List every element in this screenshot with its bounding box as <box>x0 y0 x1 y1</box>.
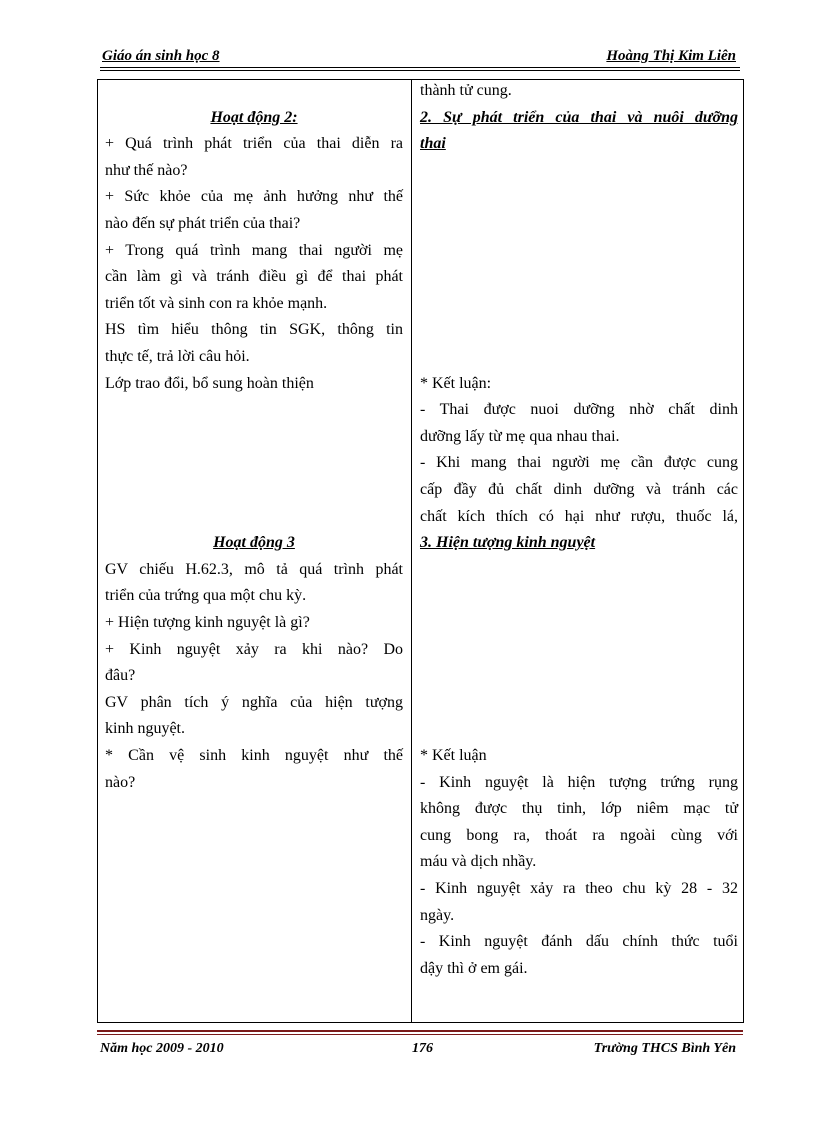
right-text-line: cấp đầy đủ chất dinh dưỡng và tránh các <box>420 481 738 498</box>
right-text-line: - Kinh nguyệt đánh dấu chính thức tuổi <box>420 933 738 951</box>
left-text-line: GV phân tích ý nghĩa của hiện tượng <box>105 693 403 711</box>
header-rule-thin <box>100 70 740 71</box>
right-text-line: cung bong ra, thoát ra ngoài cùng với <box>420 826 738 844</box>
left-text-line: như thế nào? <box>105 161 188 179</box>
right-text-line: dưỡng lấy từ mẹ qua nhau thai. <box>420 427 620 445</box>
left-text-line: kinh nguyệt. <box>105 720 185 738</box>
lesson-table <box>97 79 744 1023</box>
footer-school: Trường THCS Bình Yên <box>593 1041 736 1056</box>
right-section-heading: thai <box>420 135 446 153</box>
page-number: 176 <box>412 1041 433 1056</box>
right-section-heading: 3. Hiện tượng kinh nguyệt <box>420 534 596 552</box>
left-text-line: + Kinh nguyệt xảy ra khi nào? Do <box>105 640 403 658</box>
left-text-line: nào? <box>105 773 136 791</box>
right-text-line: ngày. <box>420 906 455 924</box>
left-text-line: + Trong quá trình mang thai người mẹ <box>105 241 403 259</box>
left-section-heading: Hoạt động 2: <box>210 108 298 126</box>
right-text-line: máu và dịch nhầy. <box>420 853 537 871</box>
right-text-line: - Kinh nguyệt xảy ra theo chu kỳ 28 - 32 <box>420 880 738 897</box>
footer-school-year: Năm học 2009 - 2010 <box>100 1041 224 1056</box>
header-subject: Giáo án sinh học 8 <box>102 48 220 64</box>
column-divider <box>411 80 412 1022</box>
header-author: Hoàng Thị Kim Liên <box>606 48 736 64</box>
footer-rule <box>97 1030 743 1032</box>
right-text-line: - Khi mang thai người mẹ cần được cung <box>420 454 738 472</box>
left-text-line: + Hiện tượng kinh nguyệt là gì? <box>105 614 310 631</box>
left-text-line: triển của trứng qua một chu kỳ. <box>105 587 307 605</box>
left-text-line: Lớp trao đổi, bổ sung hoàn thiện <box>105 374 314 392</box>
header-rule <box>100 67 740 68</box>
left-text-line: + Quá trình phát triển của thai diễn ra <box>105 135 403 153</box>
right-text-line: - Kinh nguyệt là hiện tượng trứng rụng <box>420 773 738 791</box>
left-text-line: thực tế, trả lời câu hỏi. <box>105 348 250 365</box>
left-text-line: nào đến sự phát triển của thai? <box>105 215 301 232</box>
right-text-line: chất kích thích có hại như rượu, thuốc lá, <box>420 507 738 525</box>
right-text-line: * Kết luận: <box>420 374 492 392</box>
left-text-line: HS tìm hiểu thông tin SGK, thông tin <box>105 321 403 339</box>
right-section-heading: 2. Sự phát triển của thai và nuôi dưỡng <box>420 108 738 126</box>
page-header <box>100 46 740 70</box>
right-text-line: - Thai được nuoi dưỡng nhờ chất dinh <box>420 401 738 419</box>
left-text-line: đâu? <box>105 667 136 685</box>
left-text-line: * Cần vệ sinh kinh nguyệt như thế <box>105 747 403 764</box>
right-text-line: dậy thì ở em gái. <box>420 959 528 977</box>
footer-rule-thin <box>97 1034 743 1035</box>
left-text-line: + Sức khỏe của mẹ ảnh hưởng như thế <box>105 188 403 206</box>
right-text-line: * Kết luận <box>420 747 487 764</box>
left-text-line: cần làm gì và tránh điều gì để thai phát <box>105 268 403 286</box>
left-text-line: GV chiếu H.62.3, mô tả quá trình phát <box>105 560 403 578</box>
right-text-line: không được thụ tinh, lớp niêm mạc tử <box>420 800 738 818</box>
left-text-line: triển tốt và sinh con ra khỏe mạnh. <box>105 294 328 312</box>
left-section-heading: Hoạt động 3 <box>213 534 295 552</box>
right-text-line: thành tử cung. <box>420 82 512 99</box>
